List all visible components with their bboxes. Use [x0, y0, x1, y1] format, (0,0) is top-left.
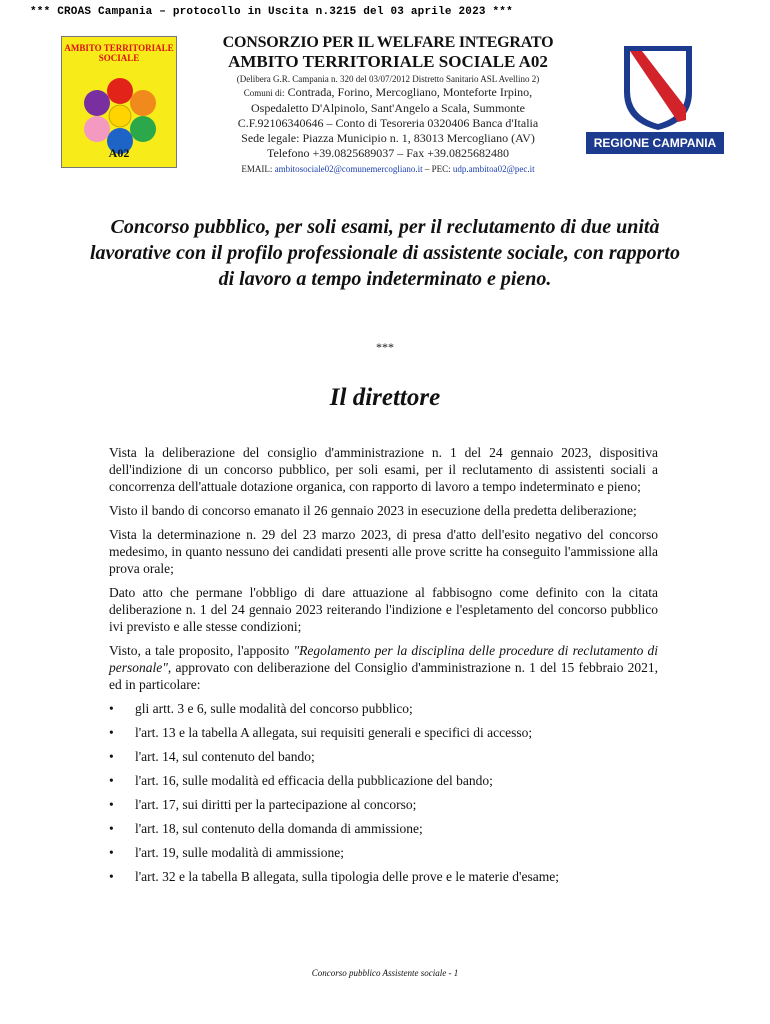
ambito-logo [61, 36, 177, 168]
comuni-line-2: Ospedaletto D'Alpinolo, Sant'Angelo a Scala, Summonte [251, 101, 525, 115]
coat-of-arms-icon [596, 42, 720, 132]
regione-caption: REGIONE CAMPANIA [586, 132, 724, 154]
organization-header [186, 34, 590, 176]
list-item: • l'art. 18, sul contenuto della domanda di ammissione; [129, 820, 658, 837]
section-heading: Il direttore [329, 384, 441, 411]
list-item: • l'art. 14, sul contenuto del bando; [129, 748, 658, 765]
paragraph: Dato atto che permane l'obbligo di dare attuazione al fabbisogno come definito con la citata deliberazione n. 1 del 24 gennaio 2023 reiterando l'indizione e l'espletamento del concorso pubblico ivi previsto e alle stesse condizioni; [109, 585, 658, 634]
org-title: CONSORZIO PER IL WELFARE INTEGRATO [222, 34, 554, 51]
paragraph: Visto il bando di concorso emanato il 26 gennaio 2023 in esecuzione della predetta deliberazione; [109, 503, 637, 518]
comuni-prefix: Comuni di: [243, 88, 285, 98]
registered-office: Sede legale: Piazza Municipio n. 1, 83013 Mercogliano (AV) [241, 131, 535, 145]
protocol-stamp: *** CROAS Campania – protocollo in Uscita n.3215 del 03 aprile 2023 *** [30, 6, 513, 18]
pec-label: – PEC: [424, 164, 451, 174]
fiscal-code: C.F.92106340646 – Conto di Tesoreria 0320406 Banca d'Italia [237, 116, 539, 130]
page-footer: Concorso pubblico Assistente sociale - 1 [311, 968, 459, 978]
contact-emails [186, 162, 590, 176]
paragraph: Vista la determinazione n. 29 del 23 marzo 2023, di presa d'atto dell'esito negativo del concorso medesimo, in quanto nessuno dei candidati presenti alle prove scritte ha conseguito l'ammissione alla prova orale; [109, 527, 658, 576]
pec-link[interactable]: udp.ambitoa02@pec.it [452, 164, 535, 174]
list-item: • l'art. 17, sui diritti per la partecipazione al concorso; [129, 796, 658, 813]
paragraph: Vista la deliberazione del consiglio d'amministrazione n. 1 del 24 gennaio 2023, dispositiva dell'indizione di un concorso pubblico, per soli esami, per il reclutamento di assistenti sociali a concorrenza dell'attuale dotazione organica, con rapporto di lavoro a tempo indeterminato e pieno; [109, 445, 658, 494]
comuni-line-1 [186, 85, 590, 101]
regulation-reference: "Regolamento per la disciplina delle procedure di reclutamento di personale" [109, 643, 659, 675]
separator: *** [376, 340, 394, 354]
email-link[interactable]: ambitosociale02@comunemercogliano.it [274, 164, 423, 174]
email-label: EMAIL: [241, 164, 273, 174]
circles-emblem [80, 77, 160, 155]
logo-code: A02 [108, 146, 130, 160]
org-subtitle: AMBITO TERRITORIALE SOCIALE A02 [228, 52, 548, 71]
document-body [109, 444, 658, 892]
list-item: • l'art. 13 e la tabella A allegata, sui requisiti generali e specifici di accesso; [129, 724, 658, 741]
regione-campania-logo [593, 42, 720, 154]
delibera-reference: (Delibera G.R. Campania n. 320 del 03/07/2012 Distretto Sanitario ASL Avellino 2) [236, 74, 540, 84]
visto-prefix: Visto, a tale proposito, l'apposito [109, 643, 294, 658]
logo-text: AMBITO TERRITORIALE SOCIALE [64, 43, 174, 63]
list-item: • l'art. 16, sulle modalità ed efficacia della pubblicazione del bando; [129, 772, 658, 789]
paragraph-visto [109, 642, 658, 693]
comuni-list-1: Contrada, Forino, Mercogliano, Monteforte Irpino, [287, 85, 533, 99]
visto-suffix: , approvato con deliberazione del Consiglio d'amministrazione n. 1 del 15 febbraio 2021, ed in particolare: [109, 660, 658, 692]
phone-fax: Telefono +39.0825689037 – Fax +39.0825682480 [266, 146, 509, 160]
list-item: • l'art. 32 e la tabella B allegata, sulla tipologia delle prove e le materie d'esame; [129, 868, 658, 885]
document-title: Concorso pubblico, per soli esami, per il reclutamento di due unità lavorative con il profilo professionale di assistente sociale, con rapporto di lavoro a tempo indeterminato e pieno. [90, 216, 680, 290]
article-list [109, 700, 658, 885]
list-item: • gli artt. 3 e 6, sulle modalità del concorso pubblico; [129, 700, 658, 717]
list-item: • l'art. 19, sulle modalità di ammissione; [129, 844, 658, 861]
